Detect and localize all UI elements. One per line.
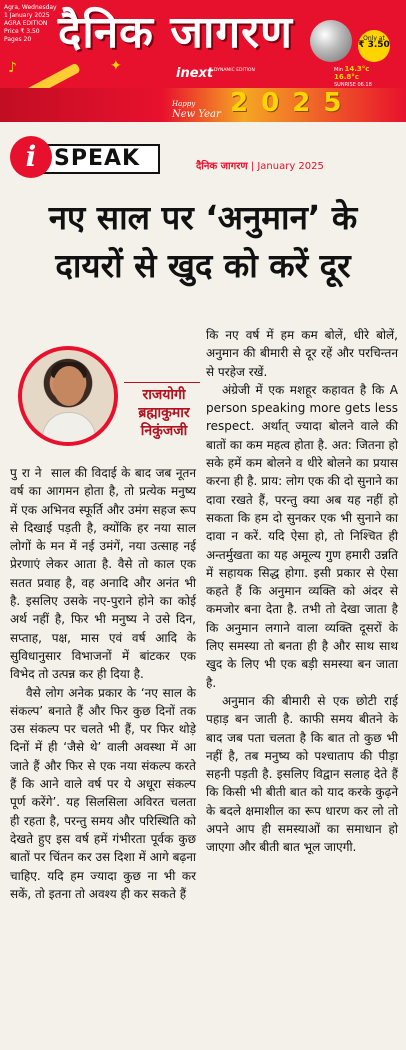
music-note-icon: ♪ bbox=[8, 60, 17, 76]
article-left-column bbox=[10, 464, 196, 903]
author-name-line: निकुंजजी bbox=[140, 423, 188, 439]
price-value: ₹ 3.50 bbox=[358, 40, 390, 50]
author-name-rule bbox=[124, 382, 200, 383]
edition-info-line: Agra, Wednesday bbox=[4, 4, 57, 11]
author-shirt bbox=[42, 412, 96, 446]
masthead-edition-info bbox=[4, 4, 57, 44]
author-name-line: ब्रह्माकुमार bbox=[138, 405, 190, 421]
paper-tag-separator: | bbox=[250, 161, 255, 172]
column-header bbox=[10, 134, 396, 184]
temp-label: Min bbox=[334, 67, 343, 73]
edition-info-line: 1 January 2025 bbox=[4, 12, 50, 19]
headline-line-1: नए साल पर ‘अनुमान’ के bbox=[48, 198, 358, 237]
price-label: Only at bbox=[363, 35, 385, 42]
price-badge bbox=[358, 30, 390, 62]
new-year-greeting bbox=[172, 98, 221, 120]
disco-ball-icon bbox=[310, 20, 352, 62]
inext-logo: inext bbox=[176, 66, 214, 81]
newspaper-title: दैनिक जागरण bbox=[58, 7, 293, 58]
article-paragraph bbox=[10, 464, 196, 684]
sunrise-time: 06.18 bbox=[357, 82, 372, 88]
greeting-prefix: Happy bbox=[172, 100, 196, 108]
article-first-word: पुराने bbox=[10, 466, 47, 480]
article-paragraph: वैसे लोग अनेक प्रकार के ‘नए साल के संकल्प’ बनाते हैं और फिर कुछ दिनों तक उस संकल्प पर चलते भी हैं, पर फिर थोड़े दिनों में ही ‘जैसे थे’ वाली अवस्था में आ जाते हैं और फिर से एक नया संकल्प करते हैं कि आने वाले वर्ष पर ये अधूरा संकल्प पूर्ण करेंगे’. यह सिलसिला अविरत चलता ही रहता है, परन्तु समय और परिस्थिति को देखते हुए इस वर्ष हमें गंभीरता पूर्वक कुछ बातों पर चिंतन कर उस दिशा में आगे बढ़ना चाहिए. यदि हम ज्यादा कुछ ना भी कर सकें, तो इतना तो अवश्य ही कर सकते हैं bbox=[10, 685, 196, 901]
paper-tag bbox=[196, 158, 324, 172]
ispeak-logo-word: SPEAK bbox=[54, 146, 141, 171]
sunrise-label: SUNRISE bbox=[334, 82, 356, 88]
article-paragraph: कि नए वर्ष में हम कम बोलें, धीरे बोलें, अनुमान की बीमारी से दूर रहें और परचिन्तन से परहेज रखें. bbox=[206, 328, 398, 379]
temp-max: 16.8°c bbox=[334, 73, 359, 81]
author-name bbox=[124, 386, 204, 440]
inext-subtitle: DYNAMIC EDITION bbox=[214, 68, 255, 73]
headline-line-2: दायरों से खुद को करें दूर bbox=[55, 246, 351, 285]
author-face bbox=[53, 366, 85, 406]
edition-info-line: Pages 20 bbox=[4, 36, 32, 43]
paper-tag-date: January 2025 bbox=[257, 161, 324, 172]
author-name-line: राजयोगी bbox=[142, 387, 186, 403]
article-paragraph: अनुमान की बीमारी से एक छोटी राई पहाड़ बन जाती है. काफी समय बीतने के बाद जब पता चलता है कि बात तो कुछ भी नहीं है, तब मनुष्य को पश्चाताप की पीड़ा सहनी पड़ती है. इसलिए विद्वान सलाह देते हैं कि किसी भी बीती बात को याद करके कुढ़ने के बदले क्षमाशील का रूप धारण कर लो तो अपने आप ही समस्याओं का समाधान हो जाएगा और बीती बात भूल जाएगी. bbox=[206, 693, 398, 855]
edition-info-line: Price ₹ 3.50 bbox=[4, 28, 40, 35]
paper-tag-name: दैनिक जागरण bbox=[196, 161, 248, 172]
article-paragraph: अंग्रेजी में एक मशहूर कहावत है कि A person speaking more gets less respect. अर्थात् ज्यादा बोलने वाले की बातों का कम महत्व होता है. अत: जितना हो सके हमें कम बोलने व धीरे बोलने का प्रयास करना ही है. प्राय: लोग एक की दो सुनाने का दावा रखते हैं, परन्तु क्या अब यह नहीं हो सकता कि हम दो सुनकर एक भी सुनाने का दावा न करें. यदि ऐसा हो, तो निश्चित ही अन्तर्मुखता का यह अमूल्य गुण हमारी उन्नति में सहायक सिद्ध होगा. इसी प्रकार से ऐसा कहते हैं कि अनुमान व्यक्ति को अंदर से कमजोर बना देता है. तभी तो देखा जाता है कि अनुमान लगाने वाला व्यक्ति दूसरों के लिए समस्या तो बनता ही है और साथ साथ खुद के लिए भी एक बड़ी समस्या बन जाता है. bbox=[206, 382, 398, 690]
article-right-column bbox=[206, 326, 398, 857]
temp-min: 14.3°c bbox=[344, 65, 370, 73]
weather-box bbox=[334, 66, 372, 89]
article-text: साल की विदाई के बाद जब नूतन वर्ष का आगमन होता है, तो प्रत्येक मनुष्य में एक अभिनव स्फूर्ति और उमंग सहज रूप से दिखाई पड़ती है, क्योंकि हर नया साल लोगों के मन में नई उमंगें, नया उत्साह नई प्रेरणाएं लेकर आता है. वैसे तो काल एक सतत प्रवाह है, वह अनादि और अनंत भी है. इसलिए उसके नए-पुराने होने का कोई अर्थ नहीं है, फिर भी मनुष्य ने उसे दिन, सप्ताह, पक्ष, मास एवं वर्ष आदि के सुविधानुसार विभाजनों में बांटकर एक विभेद तो उत्पन्न कर ही दिया है. bbox=[10, 466, 196, 682]
star-icon: ✦ bbox=[110, 58, 122, 74]
greeting-text: New Year bbox=[172, 109, 221, 120]
new-year-number: 2 0 2 5 bbox=[230, 88, 344, 118]
ispeak-logo-letter: i bbox=[10, 136, 52, 178]
masthead bbox=[0, 0, 406, 122]
author-photo bbox=[18, 346, 118, 446]
edition-info-line: AGRA EDITION bbox=[4, 20, 48, 27]
